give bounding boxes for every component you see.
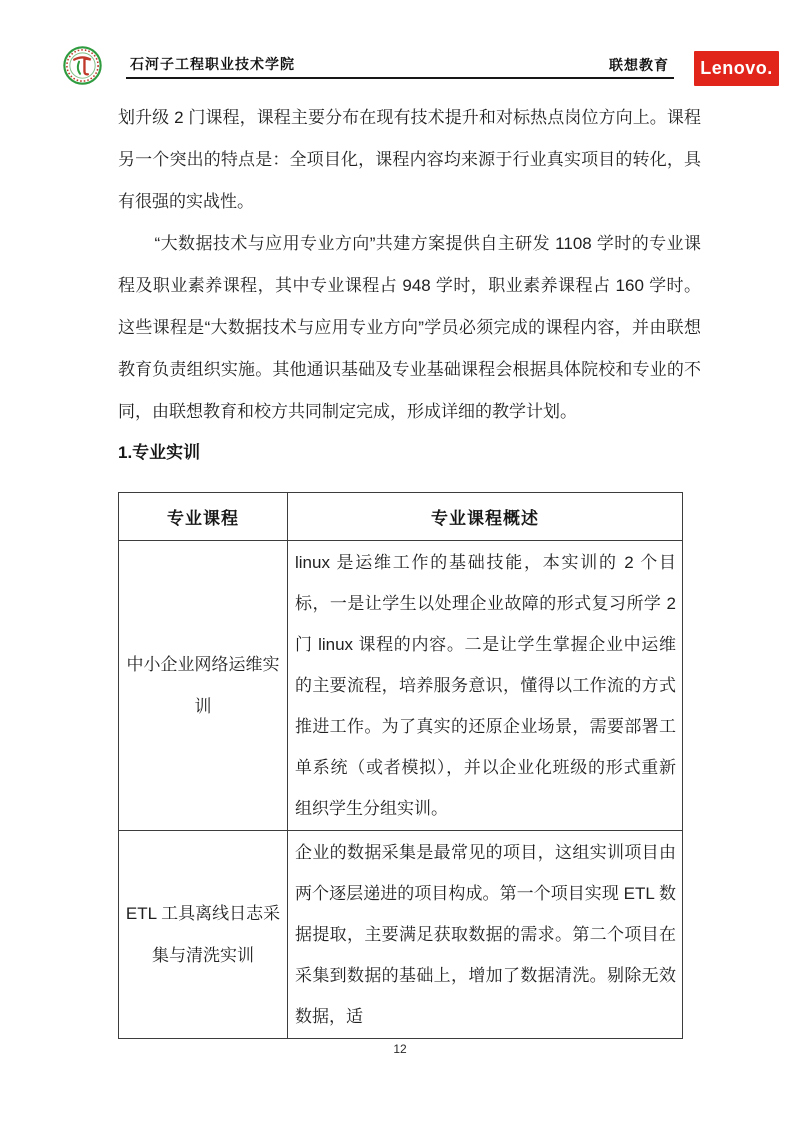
column-header-course: 专业课程 bbox=[119, 493, 288, 541]
course-description-cell: 企业的数据采集是最常见的项目，这组实训项目由两个逐层递进的项目构成。第一个项目实现 ETL 数据提取，主要满足获取数据的需求。第二个项目在采集到数据的基础上，增加了数据清洗。剔除无效数据，适 bbox=[288, 831, 683, 1039]
school-name: 石河子工程职业技术学院 bbox=[130, 56, 295, 72]
paragraph: 划升级 2 门课程，课程主要分布在现有技术提升和对标热点岗位方向上。课程另一个突出的特点是：全项目化，课程内容均来源于行业真实项目的转化，具有很强的实战性。 bbox=[118, 108, 701, 211]
header-divider bbox=[126, 77, 674, 79]
paragraph: “大数据技术与应用专业方向”共建方案提供自主研发 1108 学时的专业课程及职业素养课程，其中专业课程占 948 学时，职业素养课程占 160 学时。这些课程是“大数据技术与应用专业方向”学员必须完成的课程内容，并由联想教育负责组织实施。其他通识基础及专业基础课程会根据具体院校和专业的不同，由联想教育和校方共同制定完成，形成详细的教学计划。 bbox=[118, 234, 701, 421]
table-row bbox=[119, 541, 683, 831]
page-number: 12 bbox=[393, 1042, 407, 1056]
course-table bbox=[118, 492, 683, 1039]
table-header-row bbox=[119, 493, 683, 541]
page-footer bbox=[0, 1042, 800, 1056]
school-emblem-icon bbox=[63, 46, 102, 85]
table-row bbox=[119, 831, 683, 1039]
column-header-overview: 专业课程概述 bbox=[288, 493, 683, 541]
course-description-cell: linux 是运维工作的基础技能，本实训的 2 个目标，一是让学生以处理企业故障的形式复习所学 2 门 linux 课程的内容。二是让学生掌握企业中运维的主要流程，培养服务意识，懂得以工作流的方式推进工作。为了真实的还原企业场景，需要部署工单系统（或者模拟），并以企业化班级的形式重新组织学生分组实训。 bbox=[288, 541, 683, 831]
course-name-cell: 中小企业网络运维实训 bbox=[119, 541, 288, 831]
partner-name: 联想教育 bbox=[609, 57, 669, 73]
document-body bbox=[118, 97, 701, 1039]
lenovo-wordmark: Lenovo. bbox=[700, 58, 773, 78]
lenovo-logo bbox=[694, 51, 779, 86]
section-heading: 1.专业实训 bbox=[118, 443, 201, 462]
course-name-cell: ETL 工具离线日志采集与清洗实训 bbox=[119, 831, 288, 1039]
